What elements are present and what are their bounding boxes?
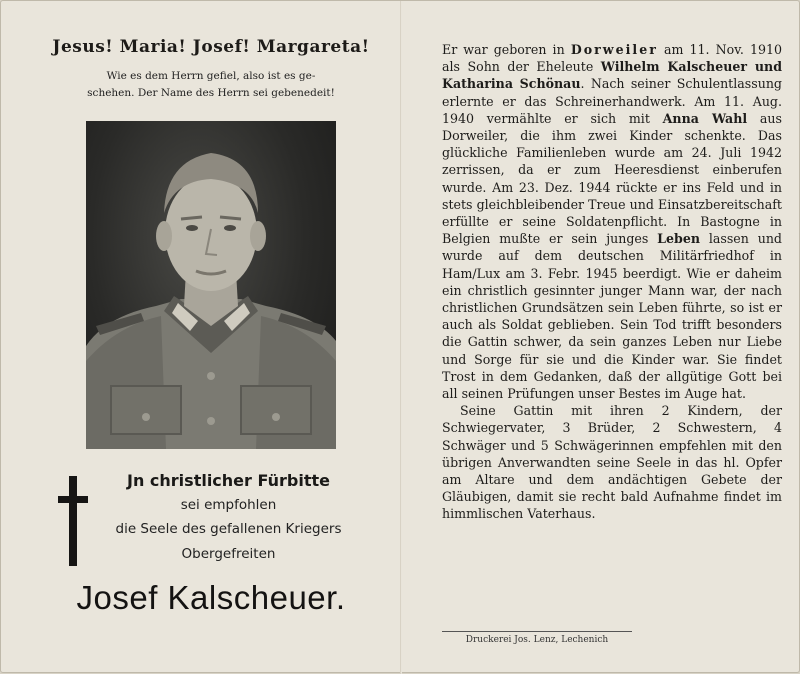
- verse-line-2: schehen. Der Name des Herrn sei gebenedeit!: [87, 87, 335, 99]
- recommendation-line: sei empfohlen: [180, 497, 277, 513]
- intercession-title: Jn christlicher Fürbitte: [127, 471, 330, 490]
- back-panel: [402, 1, 800, 674]
- biography-paragraph: Er war geboren in Dorweiler am 11. Nov. 1910 als Sohn der Eheleute Wilhelm Kalscheuer und Katharina Schönau. Nach seiner Schulentlassung erlernte er das Schreinerhandwerk. Am 11. Aug. 1940 vermählte er sich mit Anna Wahl aus Dorweiler, die ihm zwei Kinder schenkte. Das glückliche Familienleben wurde am 24. Juli 1942 zerrissen, da er zum Heeresdienst einberufen wurde. Am 23. Dez. 1944 rückte er ins Feld und in stets gleichbleibender Treue und Einsatzbereitschaft erfüllte er seine Soldatenpflicht. In Bastogne in Belgien mußte er sein junges Leben lassen und wurde auf dem deutschen Militärfriedhof in Ham/Lux am 3. Febr. 1945 beerdigt. Wie er daheim ein christlich gesinnter junger Mann war, der nach christlichen Grundsätzen sein Leben führte, so ist er auch als Soldat geblieben. Sein Tod trifft besonders die Gattin schwer, da sein ganzes Leben nur Liebe und Sorge für sie und die Kinder war. Sie findet Trost in dem Gedanken, daß der allgütige Gott bei all seinen Prüfungen unser Bestes im Auge hat.: [442, 42, 783, 402]
- cross-icon: [58, 476, 88, 566]
- verse-line-1: Wie es dem Herrn gefiel, also ist es ge-: [106, 70, 316, 82]
- printer-imprint: Druckerei Jos. Lenz, Lechenich: [442, 631, 632, 645]
- portrait-illustration: [86, 121, 336, 449]
- soldier-portrait: [86, 121, 336, 449]
- parents-names: Wilhelm Kalscheuer und Katharina Schönau: [442, 59, 783, 92]
- soul-line: die Seele des gefallenen Kriegers: [115, 521, 342, 537]
- biography-text: [442, 41, 782, 523]
- birthplace: Dorweiler: [570, 42, 658, 57]
- scripture-verse: [61, 68, 361, 102]
- front-panel: [1, 1, 400, 674]
- wife-name: Anna Wahl: [662, 110, 748, 126]
- invocation-heading: Jesus! Maria! Josef! Margareta!: [52, 37, 370, 57]
- deceased-name: Josef Kalscheuer.: [76, 579, 346, 616]
- family-paragraph: Seine Gattin mit ihren 2 Kindern, der Schwiegervater, 3 Brüder, 2 Schwestern, 4 Schwäger und 5 Schwägerinnen empfehlen mit den übrigen Anverwandten seine Seele in das hl. Opfer am Altare und dem andächtigen Gebete der Gläubigen, damit sie recht bald Aufnahme findet im himmlischen Vaterhaus.: [442, 403, 782, 522]
- military-rank: Obergefreiten: [181, 546, 276, 562]
